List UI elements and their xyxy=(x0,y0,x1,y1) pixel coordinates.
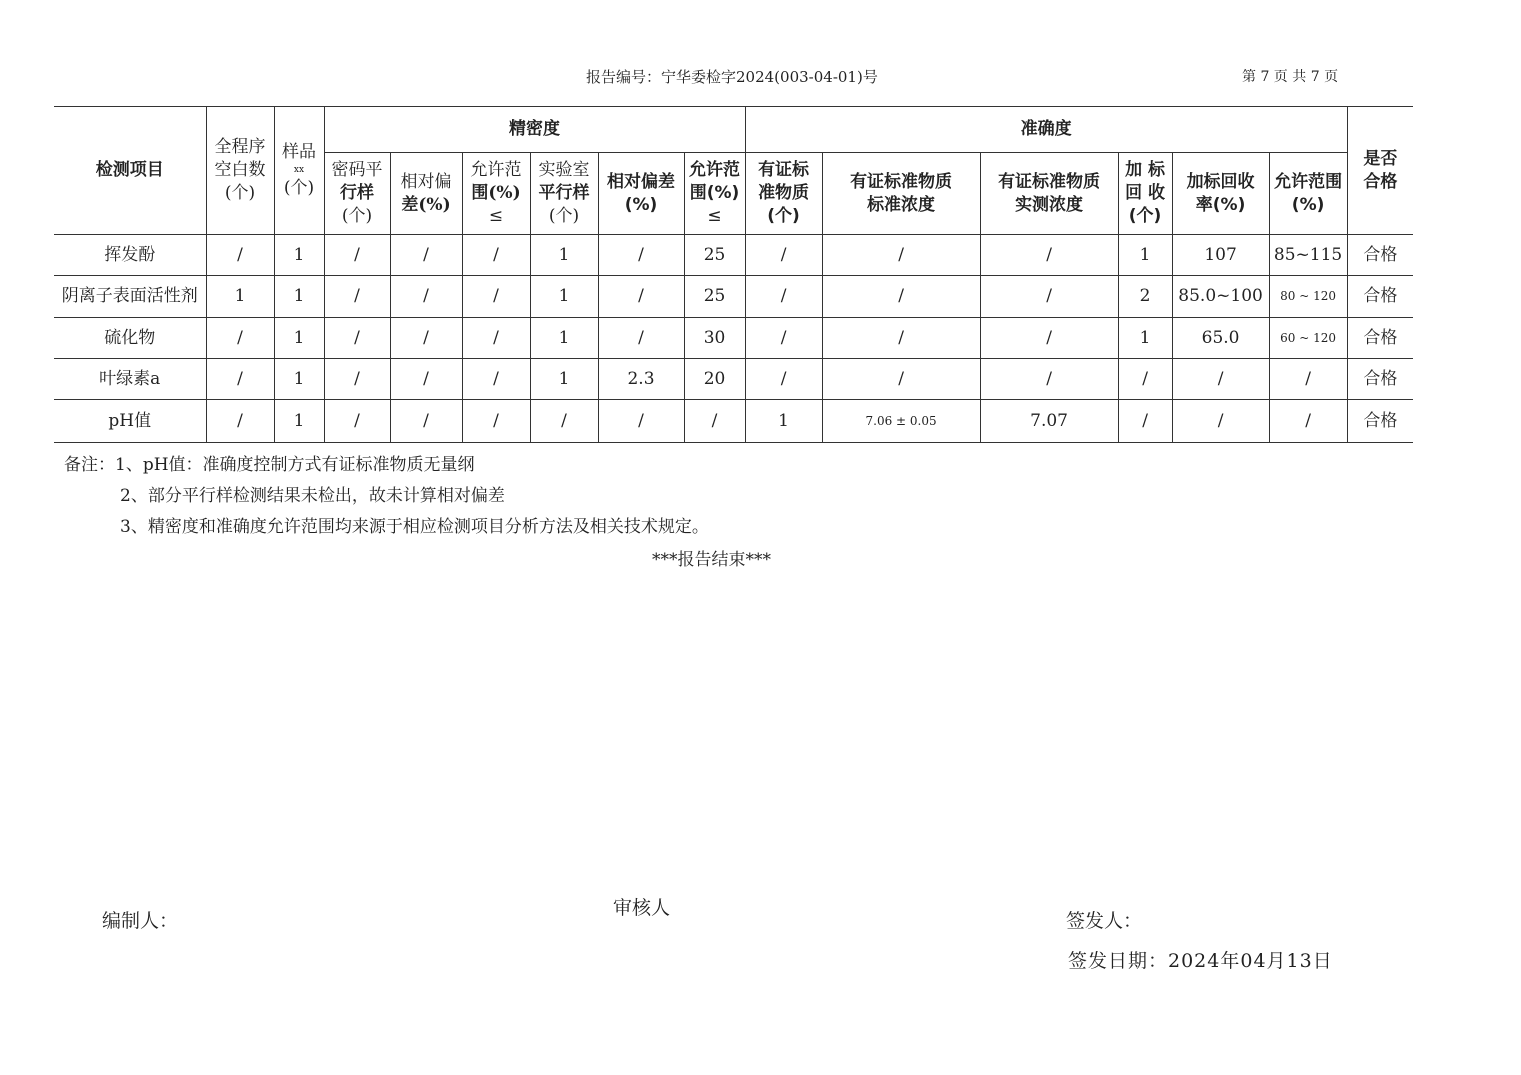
cell-a6: 85~115 xyxy=(1269,235,1347,276)
header-precision-group: 精密度 xyxy=(324,107,745,153)
cell-a3: / xyxy=(980,359,1118,400)
cell-sample: 1 xyxy=(274,235,324,276)
cell-p1: / xyxy=(324,359,390,400)
header-allowed-range-2: 允许范 围(%) ≤ xyxy=(684,153,745,235)
header-accuracy-group: 准确度 xyxy=(745,107,1347,153)
note-3: 3、精密度和准确度允许范围均来源于相应检测项目分析方法及相关技术规定。 xyxy=(120,517,709,537)
cell-item: 叶绿素a xyxy=(54,359,206,400)
table-row xyxy=(54,400,1413,443)
cell-a3: / xyxy=(980,235,1118,276)
cell-a6: 60 ~ 120 xyxy=(1269,318,1347,359)
report-end-mark: ***报告结束*** xyxy=(652,550,771,570)
cell-a6: 80 ~ 120 xyxy=(1269,276,1347,318)
table-row xyxy=(54,318,1413,359)
cell-p2: / xyxy=(390,359,462,400)
cell-qualified: 合格 xyxy=(1347,276,1413,318)
cell-p5: / xyxy=(598,235,684,276)
note-2: 2、部分平行样检测结果未检出，故未计算相对偏差 xyxy=(120,486,505,506)
prepared-by-label: 编制人： xyxy=(102,910,179,932)
cell-qualified: 合格 xyxy=(1347,359,1413,400)
cell-item: 硫化物 xyxy=(54,318,206,359)
cell-p1: / xyxy=(324,276,390,318)
cell-sample: 1 xyxy=(274,359,324,400)
cell-p5: / xyxy=(598,318,684,359)
header-relative-deviation-1: 相对偏 差(%) xyxy=(390,153,462,235)
header-blind-parallel: 密码平 行样 (个) xyxy=(324,153,390,235)
report-number: 报告编号：宁华委检字2024(003-04-01)号 xyxy=(586,68,878,86)
cell-a1: / xyxy=(745,318,822,359)
cell-a2: / xyxy=(822,318,980,359)
cell-qualified: 合格 xyxy=(1347,235,1413,276)
cell-qualified: 合格 xyxy=(1347,400,1413,443)
cell-p2: / xyxy=(390,318,462,359)
page-indicator: 第 7 页 共 7 页 xyxy=(1242,69,1339,85)
cell-a5: 107 xyxy=(1172,235,1269,276)
header-test-item: 检测项目 xyxy=(54,107,206,235)
cell-a1: / xyxy=(745,359,822,400)
cell-a4: 1 xyxy=(1118,318,1172,359)
table-row xyxy=(54,235,1413,276)
cell-a1: 1 xyxy=(745,400,822,443)
cell-p4: 1 xyxy=(530,276,598,318)
note-1: 备注：1、pH值：准确度控制方式有证标准物质无量纲 xyxy=(64,455,475,475)
cell-p2: / xyxy=(390,235,462,276)
cell-sample: 1 xyxy=(274,400,324,443)
header-crm-count: 有证标 准物质 (个) xyxy=(745,153,822,235)
table-row xyxy=(54,276,1413,318)
cell-sample: 1 xyxy=(274,318,324,359)
cell-blank: / xyxy=(206,359,274,400)
cell-p6: 25 xyxy=(684,235,745,276)
reviewer-label: 审核人 xyxy=(613,897,671,919)
cell-p6: 30 xyxy=(684,318,745,359)
cell-a2: / xyxy=(822,359,980,400)
cell-p6: / xyxy=(684,400,745,443)
cell-item: 阴离子表面活性剂 xyxy=(54,276,206,318)
cell-a4: 1 xyxy=(1118,235,1172,276)
cell-p4: / xyxy=(530,400,598,443)
cell-blank: / xyxy=(206,400,274,443)
cell-a6: / xyxy=(1269,400,1347,443)
cell-p6: 20 xyxy=(684,359,745,400)
cell-a1: / xyxy=(745,235,822,276)
cell-a5: 85.0~100 xyxy=(1172,276,1269,318)
cell-a4: / xyxy=(1118,359,1172,400)
cell-sample: 1 xyxy=(274,276,324,318)
cell-blank: / xyxy=(206,318,274,359)
cell-p3: / xyxy=(462,318,530,359)
cell-p4: 1 xyxy=(530,235,598,276)
header-qualified: 是否 合格 xyxy=(1347,107,1413,235)
cell-a2: 7.06 ± 0.05 xyxy=(822,400,980,443)
header-relative-deviation-2: 相对偏差 (%) xyxy=(598,153,684,235)
cell-a3: / xyxy=(980,318,1118,359)
cell-p1: / xyxy=(324,318,390,359)
cell-a5: 65.0 xyxy=(1172,318,1269,359)
header-spike-count: 加 标 回 收 (个) xyxy=(1118,153,1172,235)
cell-p2: / xyxy=(390,276,462,318)
cell-blank: 1 xyxy=(206,276,274,318)
header-crm-standard: 有证标准物质 标准浓度 xyxy=(822,153,980,235)
cell-a6: / xyxy=(1269,359,1347,400)
cell-p2: / xyxy=(390,400,462,443)
header-sample-count: 样品 xx (个) xyxy=(274,107,324,235)
cell-p3: / xyxy=(462,235,530,276)
issuer-label: 签发人： xyxy=(1066,910,1143,932)
cell-a4: 2 xyxy=(1118,276,1172,318)
cell-p3: / xyxy=(462,400,530,443)
issue-date: 签发日期：2024年04月13日 xyxy=(1068,950,1333,972)
header-lab-parallel: 实验室 平行样 (个) xyxy=(530,153,598,235)
cell-p4: 1 xyxy=(530,359,598,400)
cell-p5: / xyxy=(598,276,684,318)
cell-p1: / xyxy=(324,400,390,443)
header-crm-measured: 有证标准物质 实测浓度 xyxy=(980,153,1118,235)
header-allowed-range-1: 允许范 围(%) ≤ xyxy=(462,153,530,235)
cell-a2: / xyxy=(822,235,980,276)
cell-p4: 1 xyxy=(530,318,598,359)
cell-p5: / xyxy=(598,400,684,443)
header-blank-count: 全程序 空白数 (个) xyxy=(206,107,274,235)
cell-p5: 2.3 xyxy=(598,359,684,400)
table-row xyxy=(54,359,1413,400)
cell-item: 挥发酚 xyxy=(54,235,206,276)
cell-blank: / xyxy=(206,235,274,276)
cell-a5: / xyxy=(1172,400,1269,443)
header-spike-recovery: 加标回收 率(%) xyxy=(1172,153,1269,235)
cell-p3: / xyxy=(462,276,530,318)
cell-p3: / xyxy=(462,359,530,400)
cell-a1: / xyxy=(745,276,822,318)
cell-a2: / xyxy=(822,276,980,318)
cell-a3: / xyxy=(980,276,1118,318)
cell-item: pH值 xyxy=(54,400,206,443)
cell-p6: 25 xyxy=(684,276,745,318)
cell-a3: 7.07 xyxy=(980,400,1118,443)
cell-a4: / xyxy=(1118,400,1172,443)
cell-a5: / xyxy=(1172,359,1269,400)
header-allowed-range-3: 允许范围 (%) xyxy=(1269,153,1347,235)
qc-results-table xyxy=(54,106,1413,443)
cell-qualified: 合格 xyxy=(1347,318,1413,359)
cell-p1: / xyxy=(324,235,390,276)
